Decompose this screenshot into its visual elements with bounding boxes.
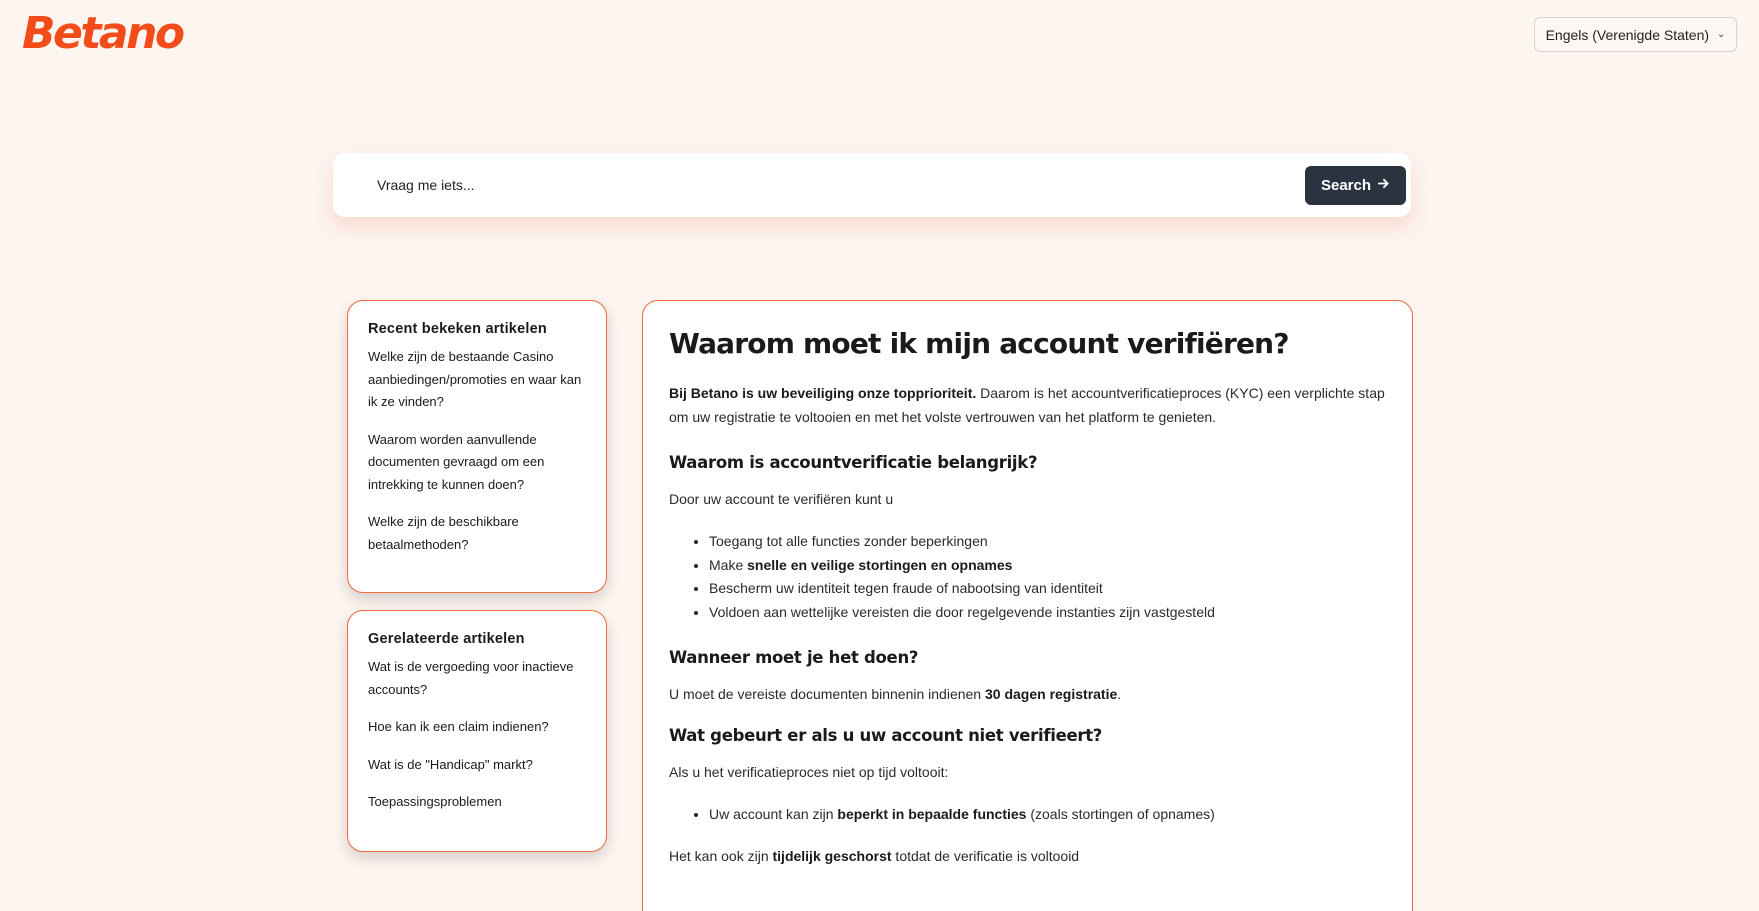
article-panel	[642, 300, 1413, 911]
section-lead: Door uw account te verifiëren kunt u	[669, 491, 894, 507]
recent-articles-card	[347, 300, 607, 593]
list-item: • Uw account kan zijn beperkt in bepaalde functies (zoals stortingen of opnames)	[709, 803, 1386, 827]
related-article-link[interactable]: Wat is de vergoeding voor inactieve accounts?	[368, 659, 574, 697]
search-button-label: Search	[1320, 176, 1372, 194]
related-article-link[interactable]: Hoe kan ik een claim indienen?	[368, 719, 549, 734]
list-item: • Bescherm uw identiteit tegen fraude of nabootsing van identiteit	[709, 577, 1386, 601]
section-heading-when: Wanneer moet je het doen?	[669, 648, 919, 667]
recent-article-link[interactable]: Welke zijn de beschikbare betaalmethoden?	[368, 514, 519, 552]
benefits-list	[709, 530, 1386, 624]
list-item: • Toegang tot alle functies zonder beperkingen	[709, 530, 1386, 554]
list-item: • Make snelle en veilige stortingen en opnames	[709, 554, 1386, 578]
related-article-link[interactable]: Toepassingsproblemen	[368, 794, 502, 809]
section-heading-importance: Waarom is accountverificatie belangrijk?	[669, 453, 1038, 472]
section-closing: Het kan ook zijn tijdelijk geschorst totdat de verificatie is voltooid	[669, 847, 1080, 864]
section-text: U moet de vereiste documenten binnenin indienen 30 dagen registratie.	[669, 686, 1122, 702]
arrow-right-icon	[1377, 177, 1390, 194]
recent-article-link[interactable]: Waarom worden aanvullende documenten gevraagd om een intrekking te kunnen doen?	[368, 431, 545, 492]
list-item: • Voldoen aan wettelijke vereisten die door regelgevende instanties zijn vastgesteld	[709, 601, 1386, 625]
search-bar	[333, 153, 1411, 217]
article-title: Waarom moet ik mijn account verifiëren?	[669, 327, 1289, 360]
recent-articles-title: Recent bekeken artikelen	[368, 321, 547, 337]
related-articles-title: Gerelateerde artikelen	[368, 631, 525, 647]
section-lead: Als u het verificatieproces niet op tijd voltooit:	[669, 764, 949, 780]
consequences-list	[709, 803, 1386, 827]
section-heading-consequences: Wat gebeurt er als u uw account niet verifieert?	[669, 726, 1103, 745]
recent-article-link[interactable]: Welke zijn de bestaande Casino aanbiedingen/promoties en waar kan ik ze vinden?	[368, 349, 582, 409]
search-button[interactable]	[1305, 166, 1406, 205]
related-article-link[interactable]: Wat is de "Handicap" markt?	[368, 756, 533, 772]
chevron-down-icon: ⌄	[1717, 29, 1726, 40]
betano-logo[interactable]: Betano	[22, 8, 183, 59]
article-intro: Bij Betano is uw beveiliging onze topprioriteit. Daarom is het accountverificatieproces (KYC) een verplichte stap om uw registratie te voltooien en met het volste vertrouwen van het platform te genieten.	[669, 385, 1385, 425]
related-articles-card	[347, 610, 607, 852]
language-label: Engels (Verenigde Staten)	[1545, 26, 1710, 43]
language-selector[interactable]	[1534, 17, 1737, 52]
search-input[interactable]	[377, 177, 1305, 193]
